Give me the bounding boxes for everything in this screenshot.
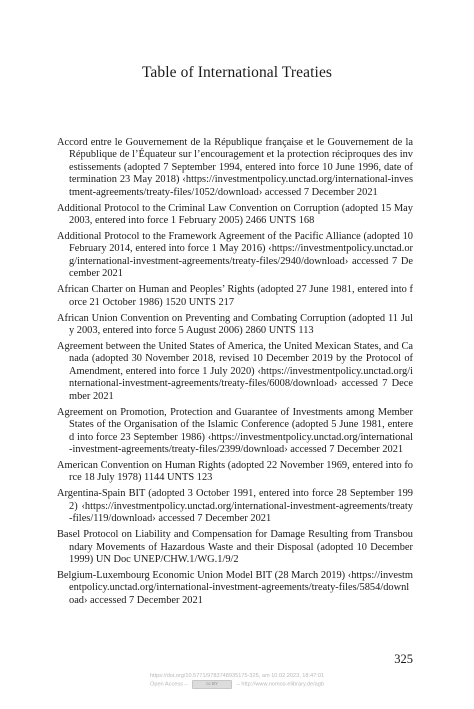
treaty-entry: Additional Protocol to the Criminal Law Convention on Corruption (adopted 15 May 2003, entered into force 1 February 2005) 2466 UNTS 168 xyxy=(57,202,413,227)
page-title: Table of International Treaties xyxy=(141,64,333,81)
cc-license-icon: cc BY xyxy=(192,680,232,689)
open-access-label: Open Access – xyxy=(149,681,188,688)
treaty-entry: Agreement on Promotion, Protection and Guarantee of Investments among Member States of the Organisation of the Islamic Conference (adopted 5 June 1981, entered into force 23 September 1986) ‹https://investmentpolicy.unctad.org/international-investment-agreements/treaty-files/2399/download› accessed 7 December 2021 xyxy=(57,406,413,455)
page-number: 325 xyxy=(394,652,413,666)
treaty-entry: Agreement between the United States of America, the United Mexican States, and Canada (adopted 30 November 2018, revised 10 December 2019 by the Protocol of Amendment, entered into force 1 July 2020) ‹https://investmentpolicy.unctad.org/international-investment-agreements/treaty-files/6008/download› accessed 7 December 2021 xyxy=(57,341,413,402)
treaty-entry: Accord entre le Gouvernement de la République française et le Gouvernement de la République de l’Équateur sur l’encouragement et la protection réciproques des investissements (adopted 7 September 1994, entered into force 10 June 1996, date of termination 23 May 2018) ‹https://investmentpolicy.unctad.org/international-investment-agreements/treaty-files/1052/download› accessed 7 December 2021 xyxy=(57,137,413,198)
treaty-entry: Basel Protocol on Liability and Compensation for Damage Resulting from Transboundary Movements of Hazardous Waste and their Disposal (adopted 10 December 1999) UN Doc UNEP/CHW.1/WG.1/9/2 xyxy=(57,529,413,565)
treaty-list xyxy=(57,137,413,611)
treaty-entry: African Charter on Human and Peoples’ Rights (adopted 27 June 1981, entered into force 21 October 1986) 1520 UNTS 217 xyxy=(57,284,413,308)
treaty-entry: Belgium-Luxembourg Economic Union Model BIT (28 March 2019) ‹https://investmentpolicy.unctad.org/international-investment-agreements/treaty-files/5854/download› accessed 7 December 2021 xyxy=(57,569,413,606)
treaty-entry: Argentina-Spain BIT (adopted 3 October 1991, entered into force 28 September 1992) ‹https://investmentpolicy.unctad.org/international-investment-agreements/treaty-files/119/download› accessed 7 December 2021 xyxy=(57,488,413,525)
doi-line[interactable]: https://doi.org/10.5771/9783748935175-325, am 10.02.2023, 18:47:01 xyxy=(149,673,325,679)
treaty-entry: Additional Protocol to the Framework Agreement of the Pacific Alliance (adopted 10 February 2014, entered into force 1 May 2016) ‹https://investmentpolicy.unctad.org/international-investment-agreements/treaty-files/2940/download› accessed 7 December 2021 xyxy=(57,231,413,280)
treaty-entry: African Union Convention on Preventing and Combating Corruption (adopted 11 July 2003, entered into force 5 August 2006) 2860 UNTS 113 xyxy=(57,312,413,337)
terms-link[interactable]: – http://www.nomos-elibrary.de/agb xyxy=(236,681,324,688)
treaty-entry: American Convention on Human Rights (adopted 22 November 1969, entered into force 18 July 1978) 1144 UNTS 123 xyxy=(57,459,413,484)
license-line xyxy=(0,680,474,689)
access-footer xyxy=(0,672,474,689)
